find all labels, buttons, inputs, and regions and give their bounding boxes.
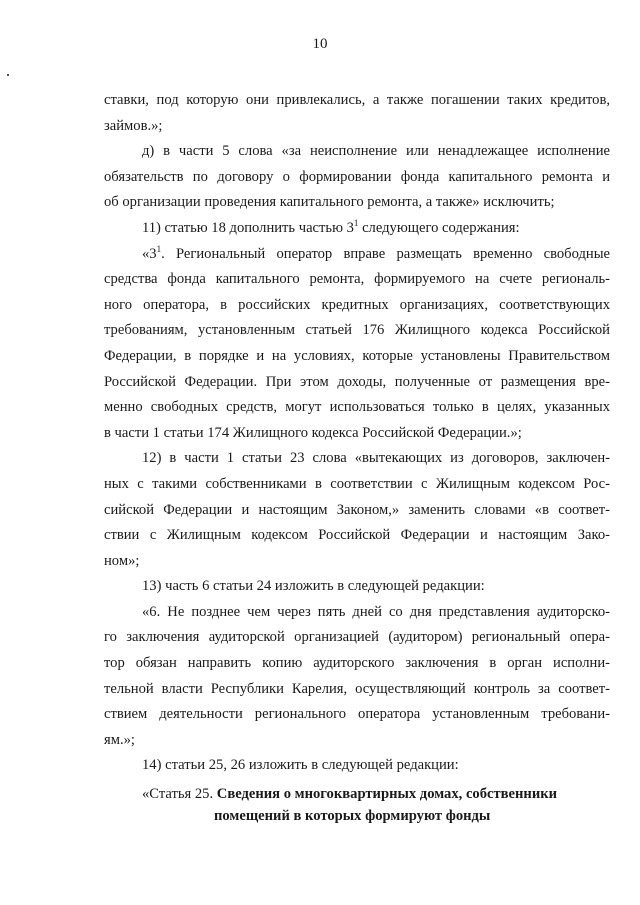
part-3-1-text-a: «3 [142,245,157,262]
item-11-text-b: следующего содержания: [358,219,520,236]
superscript: 1 [156,243,162,254]
text-line-item-11 [104,216,610,242]
text-line: менно свободных средств, могут использоваться только в целях, указанных [104,399,610,416]
scan-speck [7,74,9,76]
text-line: «6. Не позднее чем через пять дней со дня представления аудиторско- [142,603,610,620]
article-heading-prefix: «Статья 25. [142,786,217,803]
page-number: 10 [312,36,328,52]
superscript: 1 [353,217,359,228]
article-heading-line-2: помещений в которых формируют фонды [214,808,491,825]
text-line: ям.»; [104,731,135,748]
text-line: го заключения аудиторской организацией (аудитором) региональный опера- [104,629,610,646]
text-line: тор обязан направить копию аудиторского заключения в орган исполни- [104,655,610,672]
item-11-text-a: 11) статью 18 дополнить частью 3 [142,219,354,236]
text-line: д) в части 5 слова «за неисполнение или ненадлежащее исполнение [142,143,610,160]
text-line: сийской Федерации и настоящим Законом,» заменить словами «в соответ- [104,501,610,518]
text-line: ного оператора, в российских кредитных организациях, соответствующих [104,296,610,313]
text-line: требованиям, установленным статьей 176 Жилищного кодекса Российской [104,322,610,339]
text-line: Федерации, в порядке и на условиях, которые установлены Правительством [104,347,610,364]
text-line: 14) статьи 25, 26 изложить в следующей редакции: [142,757,459,774]
text-line: Российской Федерации. При этом доходы, полученные от размещения вре- [104,373,610,390]
text-line: ствием деятельности регионального оператора установленным требовани- [104,706,610,723]
text-line: в части 1 статьи 174 Жилищного кодекса Российской Федерации.»; [104,424,522,441]
text-line: ствии с Жилищным кодексом Российской Федерации и настоящим Зако- [104,527,610,544]
text-line: ном»; [104,552,140,569]
text-line: тельной власти Республики Карелия, осуществляющий контроль за соответ- [104,680,610,697]
article-heading-title: Сведения о многоквартирных домах, собственники [216,786,558,803]
text-line-part-3-1 [104,242,610,268]
text-line: 12) в части 1 статьи 23 слова «вытекающих из договоров, заключен- [142,450,610,467]
document-body [104,88,610,827]
part-3-1-text-b: . Региональный оператор вправе размещать временно свободные [161,245,610,262]
text-line: ных с такими собственниками в соответствии с Жилищным кодексом Рос- [104,475,610,492]
text-line: ставки, под которую они привлекались, а также погашении таких кредитов, [104,92,610,108]
text-line: об организации проведения капитального ремонта, а также» исключить; [104,194,555,211]
text-line: займов.»; [104,117,163,134]
text-line: средства фонда капитального ремонта, формируемого на счете региональ- [104,271,610,288]
text-line: обязательств по договору о формировании фонда капитального ремонта и [104,168,610,185]
article-heading-line-1 [104,783,610,805]
text-line: 13) часть 6 статьи 24 изложить в следующей редакции: [142,578,485,595]
